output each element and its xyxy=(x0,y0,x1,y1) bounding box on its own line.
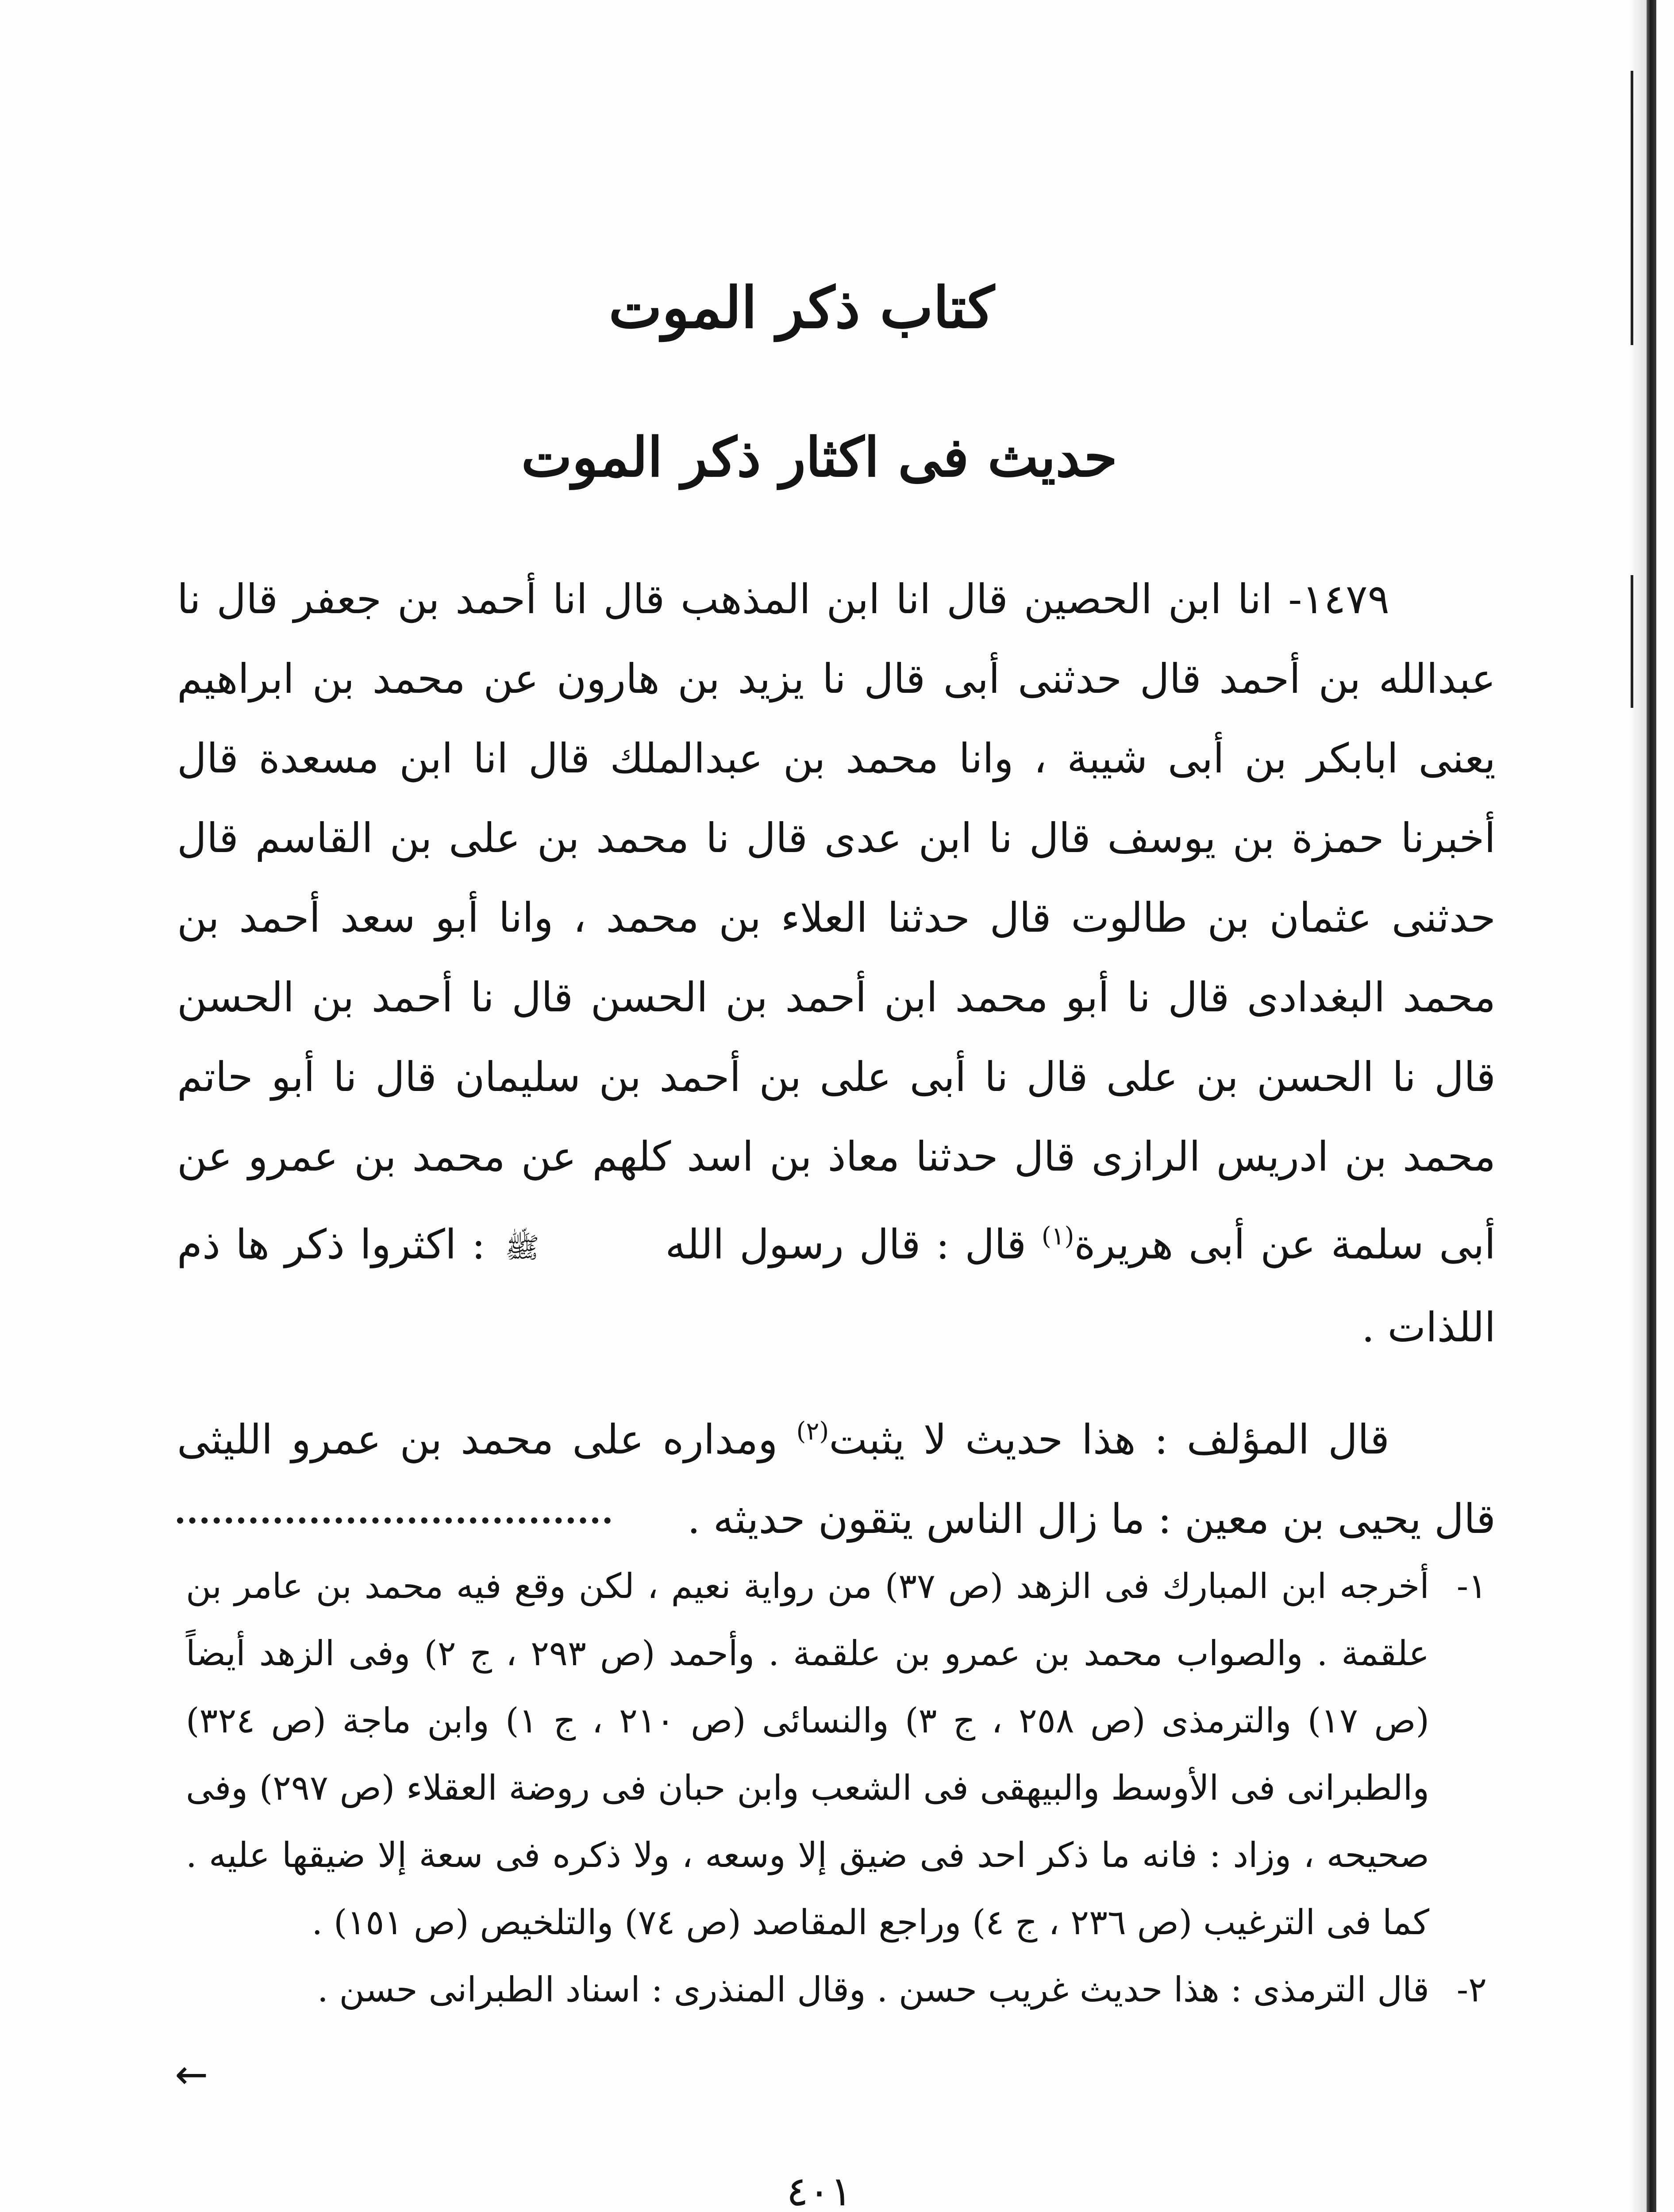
author-note-part2: ومداره على محمد بن عمرو الليثى قال يحيى بن معين : ما زال الناس يتقون حديثه . xyxy=(177,1416,1496,1543)
hadith-matn: : اكثروا ذكر ها ذم اللذات . xyxy=(177,1221,1496,1351)
footnote-ref-1[interactable]: (١) xyxy=(1041,1222,1074,1251)
main-text xyxy=(177,560,1496,1559)
page-number: ٤٠١ xyxy=(786,2168,852,2212)
footnote-text: قال الترمذى : هذا حديث غريب حسن . وقال المنذرى : اسناد الطبرانى حسن . xyxy=(317,1970,1429,2010)
book-title: كتاب ذكر الموت xyxy=(608,275,995,341)
footnote-ref-2[interactable]: (٢) xyxy=(796,1417,829,1446)
footnote-separator xyxy=(177,1517,611,1524)
chapter-title: حديث فى اكثار ذكر الموت xyxy=(521,425,1118,489)
binding-mark xyxy=(1631,575,1633,708)
hadith-number: ١٤٧٩- xyxy=(1288,576,1389,623)
continue-arrow-icon: ← xyxy=(175,2051,208,2098)
hadith-isnad: انا ابن الحصين قال انا ابن المذهب قال انا أحمد بن جعفر قال نا عبدالله بن أحمد قال حدثنى أبى قال نا يزيد بن هارون عن محمد بن ابراهيم يعنى ابابكر بن أبى شيبة ، وانا محمد بن عبدالملك قال انا ابن مسعدة قال أخبرنا حمزة بن يوسف قال نا ابن عدى قال نا محمد بن على بن القاسم قال حدثنى عثمان بن طالوت قال حدثنا العلاء بن محمد ، وانا أبو سعد أحمد بن محمد البغدادى قال نا أبو محمد ابن أحمد بن الحسن قال نا أحمد بن الحسن قال نا الحسن بن على قال نا أبى على بن أحمد بن سليمان قال نا أبو حاتم محمد بن ادريس الرازى قال حدثنا معاذ بن اسد كلهم عن محمد بن عمرو عن أبى سلمة عن أبى هريرة xyxy=(177,576,1496,1268)
author-note-part1: قال المؤلف : هذا حديث لا يثبت xyxy=(829,1416,1390,1463)
footnote-item xyxy=(186,1956,1487,2024)
footnote-text: أخرجه ابن المبارك فى الزهد (ص ٣٧) من رواية نعيم ، لكن وقع فيه محمد بن عامر بن علقمة . والصواب محمد بن عمرو بن علقمة . وأحمد (ص ٢٩٣ ، ج ٢) وفى الزهد أيضاً (ص ١٧) والترمذى (ص ٢٥٨ ، ج ٣) والنسائى (ص ٢١٠ ، ج ١) وابن ماجة (ص ٣٢٤) والطبرانى فى الأوسط والبيهقى فى الشعب وابن حبان فى روضة العقلاء (ص ٢٩٧) وفى صحيحه ، وزاد : فانه ما ذكر احد فى ضيق إلا وسعه ، ولا ذكره فى سعة إلا ضيقها عليه . كما فى الترغيب (ص ٢٣٦ ، ج ٤) وراجع المقاصد (ص ٧٤) والتلخيص (ص ١٥١) . xyxy=(186,1567,1430,1943)
hadith-paragraph xyxy=(177,560,1496,1367)
footnotes xyxy=(186,1553,1487,2024)
footnote-item xyxy=(186,1553,1487,1956)
author-note-paragraph xyxy=(177,1392,1496,1559)
hadith-prophet-said: قال : قال رسول الله xyxy=(665,1221,1027,1268)
salla-symbol: ﷺ xyxy=(505,1231,539,1264)
footnote-number: ١- xyxy=(1456,1567,1487,1606)
footnote-number: ٢- xyxy=(1456,1970,1487,2010)
